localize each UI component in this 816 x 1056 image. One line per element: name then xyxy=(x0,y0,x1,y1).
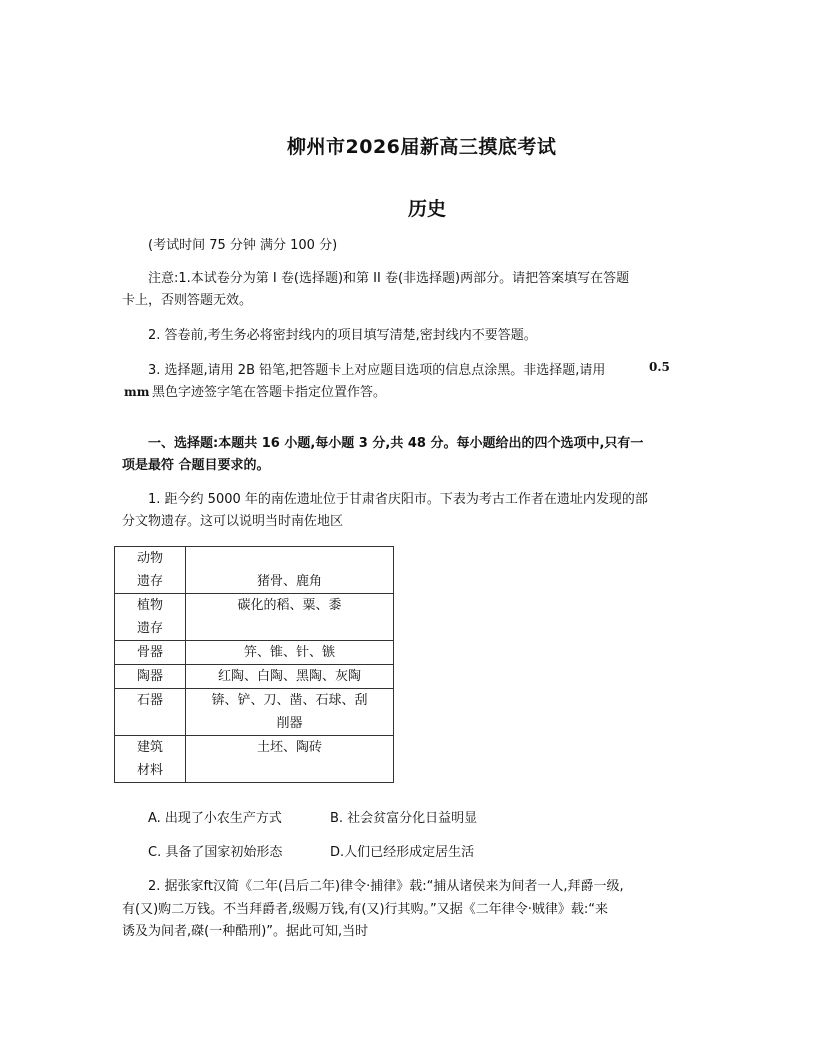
table-cell-category xyxy=(115,665,186,689)
table-cell-category xyxy=(115,736,186,783)
table-row xyxy=(115,547,394,594)
table-cell-category xyxy=(115,594,186,641)
table-cell-items xyxy=(186,689,394,736)
question-2-line-3: 诱及为间者,磔(一种酷刑)”。据此可知,当时 xyxy=(122,924,369,939)
question-2-line-2: 有(又)购二万钱。不当拜爵者,级赐万钱,有(又)行其购。”又据《二年律令·贼律》载:“来 xyxy=(122,902,609,917)
option-d: D.人们已经形成定居生活 xyxy=(330,845,475,860)
table-row xyxy=(115,736,394,783)
category-label: 陶器 xyxy=(136,669,163,684)
items-label: 笄、锥、针、镞 xyxy=(243,645,335,660)
section-1-line-1: 一、选择题:本题共 16 小题,每小题 3 分,共 48 分。每小题给出的四个选项中,只有一 xyxy=(148,436,644,451)
subject-title: 历史 xyxy=(408,198,447,220)
table-row xyxy=(115,689,394,736)
category-label: 骨器 xyxy=(136,645,163,660)
note-3-line-2: 黑色字迹签字笔在答题卡指定位置作答。 xyxy=(152,385,387,400)
note-3-number: 0.5 xyxy=(649,360,670,374)
section-1-line-2: 项是最符 合题目要求的。 xyxy=(122,458,270,473)
exam-title: 柳州市2026届新高三摸底考试 xyxy=(287,136,557,158)
note-2: 2. 答卷前,考生务必将密封线内的项目填写清楚,密封线内不要答题。 xyxy=(148,328,537,343)
table-cell-items xyxy=(186,594,394,641)
items-label: 红陶、白陶、黑陶、灰陶 xyxy=(217,669,361,684)
items-label: 碳化的稻、粟、黍 xyxy=(237,598,342,613)
exam-time: (考试时间 75 分钟 满分 100 分) xyxy=(148,238,338,253)
option-a: A. 出现了小农生产方式 xyxy=(148,811,282,826)
table-cell-items xyxy=(186,641,394,665)
option-c: C. 具备了国家初始形态 xyxy=(148,845,283,860)
table-cell-category xyxy=(115,547,186,594)
question-2-line-1: 2. 据张家ft汉简《二年(吕后二年)律令·捕律》载:“捕从诸侯来为间者一人,拜爵一级, xyxy=(148,879,624,894)
table-row xyxy=(115,641,394,665)
table-cell-category xyxy=(115,689,186,736)
category-label: 动物 xyxy=(136,551,163,566)
question-1-stem-line-2: 分文物遗存。这可以说明当时南佐地区 xyxy=(122,514,344,529)
question-1-stem-line-1: 1. 距今约 5000 年的南佐遗址位于甘肃省庆阳市。下表为考古工作者在遗址内发现的部 xyxy=(148,492,648,507)
category-label: 建筑 xyxy=(136,740,163,755)
items-label xyxy=(190,547,389,570)
option-b: B. 社会贫富分化日益明显 xyxy=(330,811,478,826)
note-1-line-1: 注意:1.本试卷分为第 I 卷(选择题)和第 II 卷(非选择题)两部分。请把答案填写在答题 xyxy=(148,271,630,286)
table-row xyxy=(115,594,394,641)
items-label: 土坯、陶砖 xyxy=(256,740,322,755)
note-1-line-2: 卡上，否则答题无效。 xyxy=(122,293,253,308)
table-cell-items xyxy=(186,547,394,594)
category-label: 植物 xyxy=(136,598,163,613)
category-label: 遗存 xyxy=(136,574,163,589)
table-cell-items xyxy=(186,736,394,783)
category-label: 遗存 xyxy=(136,621,163,636)
relics-table xyxy=(114,546,394,783)
items-label: 猪骨、鹿角 xyxy=(256,574,322,589)
table-cell-items xyxy=(186,665,394,689)
items-label: 削器 xyxy=(276,716,303,731)
items-label: 锛、铲、刀、凿、石球、刮 xyxy=(211,693,368,708)
category-label: 材料 xyxy=(136,763,163,778)
note-3-line-1: 3. 选择题,请用 2B 铅笔,把答题卡上对应题目选项的信息点涂黑。非选择题,请用 xyxy=(148,363,606,378)
note-3-unit: mm xyxy=(124,385,150,399)
category-label: 石器 xyxy=(136,693,163,708)
table-cell-category xyxy=(115,641,186,665)
table-row xyxy=(115,665,394,689)
